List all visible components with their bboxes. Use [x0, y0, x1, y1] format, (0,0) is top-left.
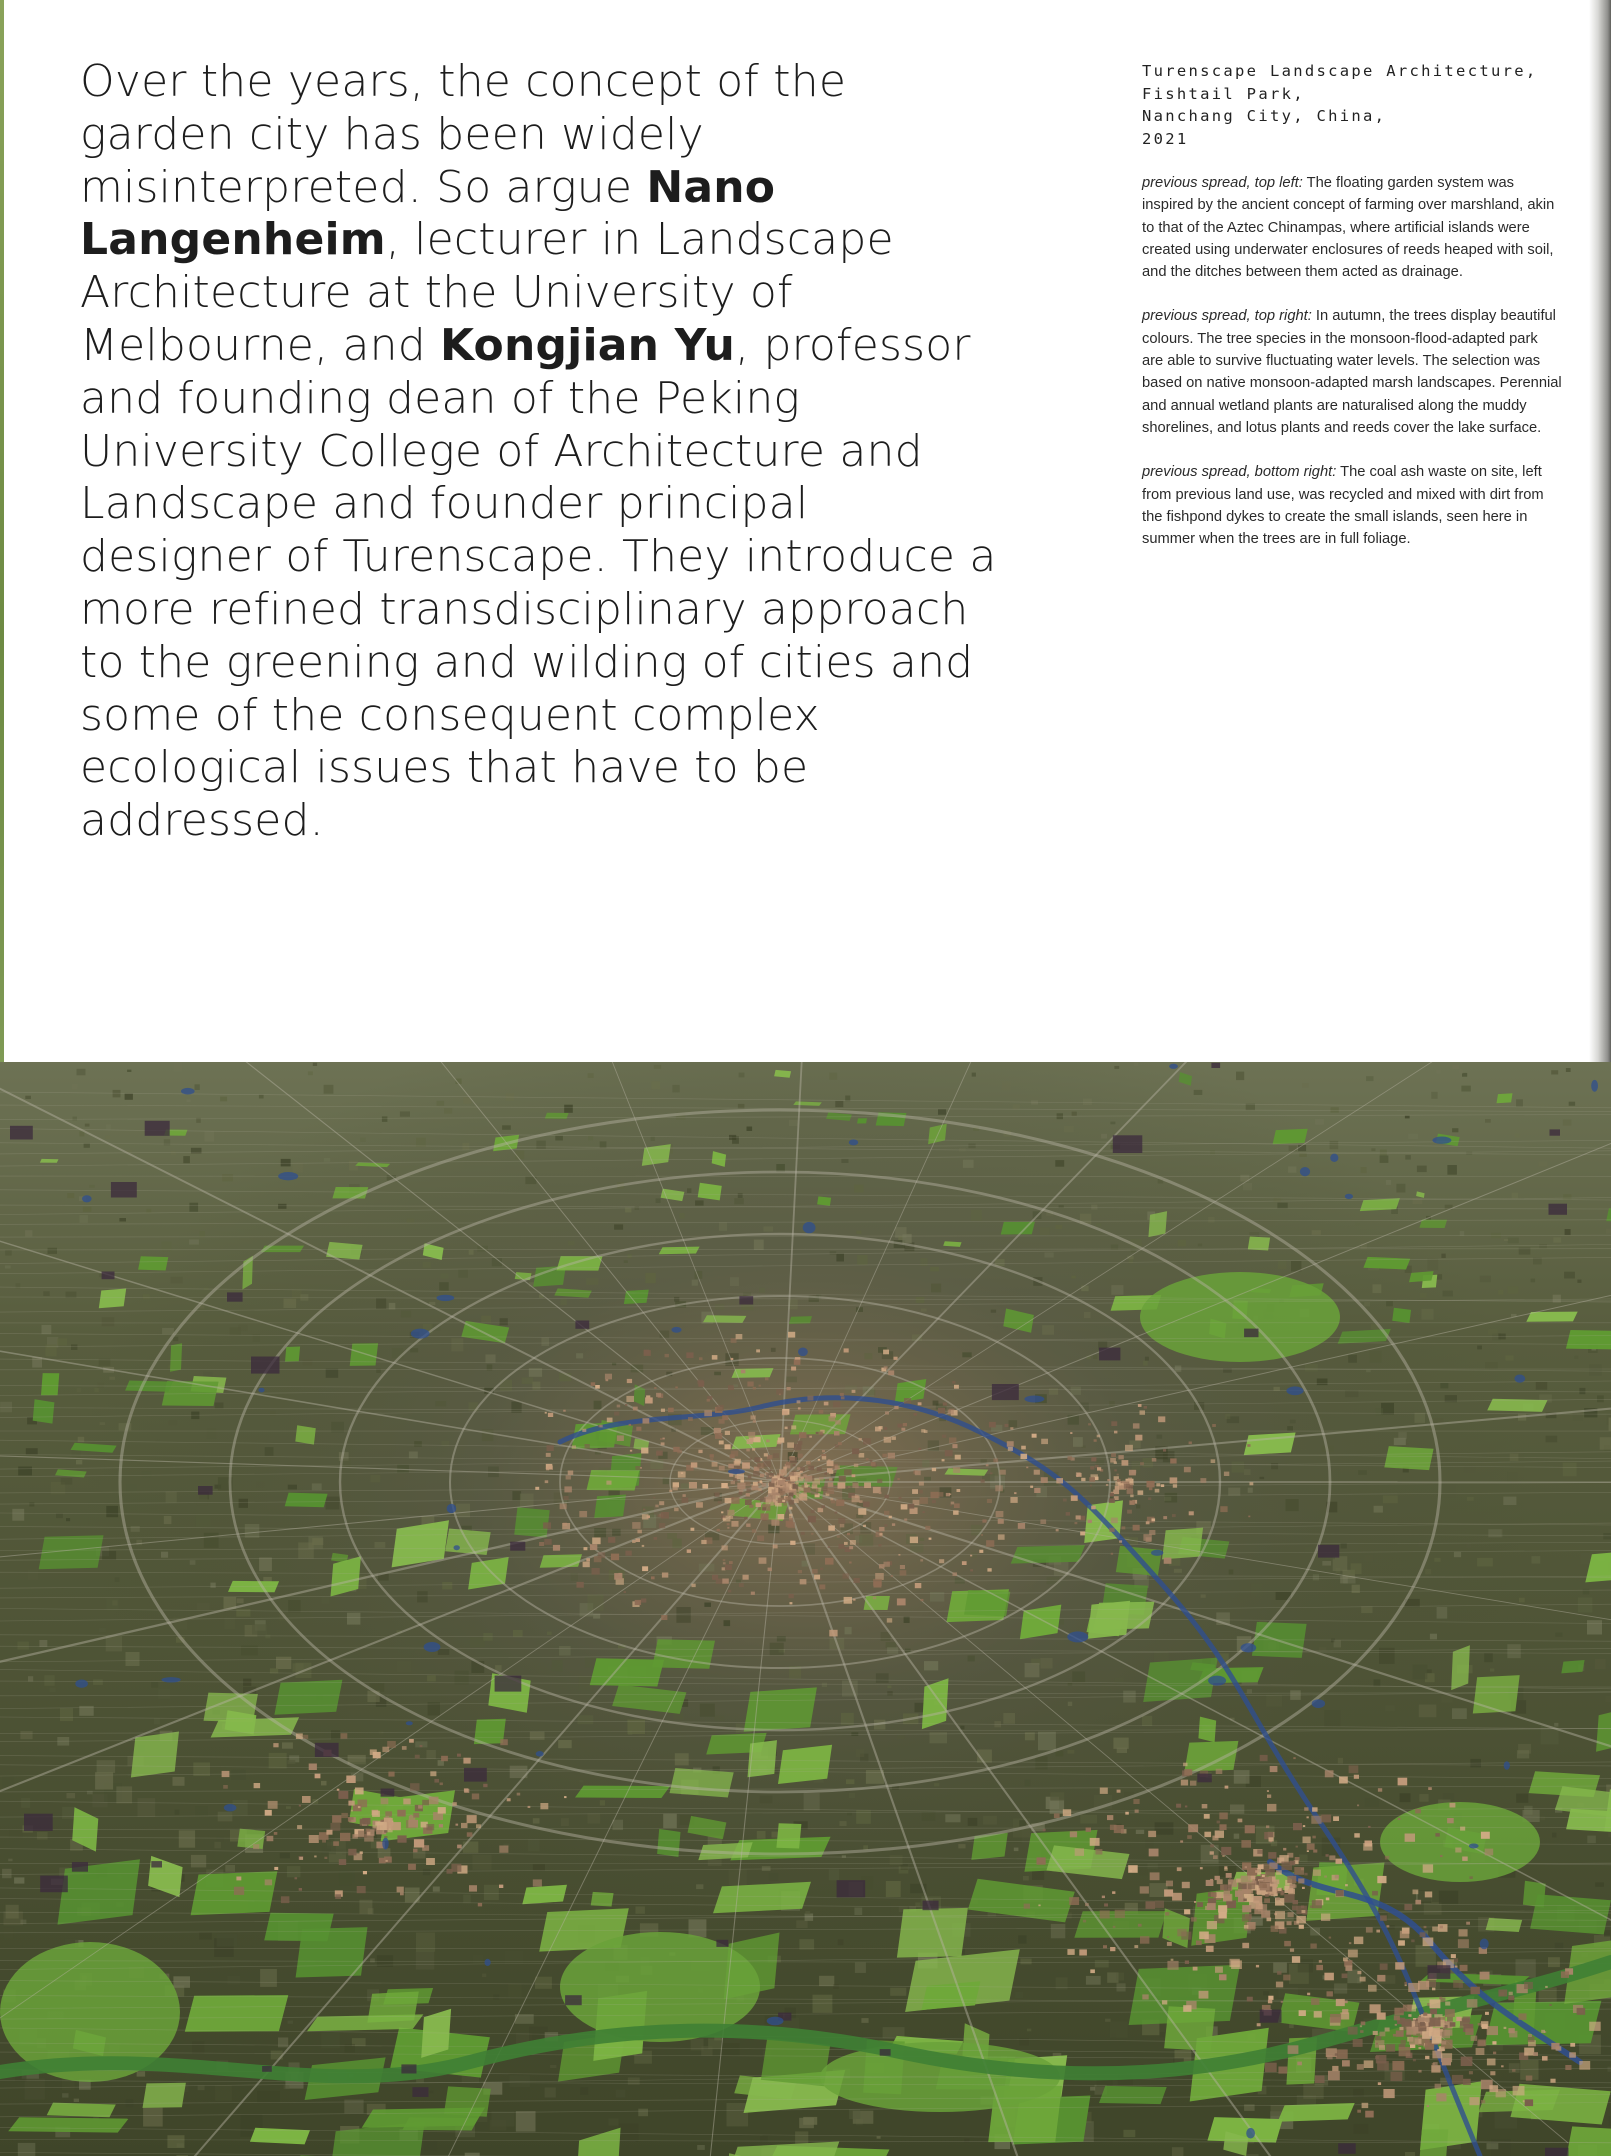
intro-paragraph — [80, 56, 1010, 848]
caption-body: The floating garden system was inspired by the ancient concept of farming over marshland, akin to that of the Aztec Chinampas, where artificial islands were created using underwater enclosures of reeds heaped with soil, and the ditches between them acted as drainage. — [1142, 175, 1555, 281]
caption-bottom-right — [1142, 461, 1562, 550]
author-name-1: Nano Langenheim — [80, 161, 776, 266]
page-edge-right — [1589, 0, 1611, 1065]
project-credit — [1142, 60, 1592, 150]
caption-body: In autumn, the trees display beautiful colours. The tree species in the monsoon-flood-adapted park are able to survive fluctuating water levels. The selection was based on native monsoon-adapted marsh landscapes. Perennial and annual wetland plants are naturalised along the muddy shorelines, and lotus plants and reeds cover the lake surface. — [1142, 308, 1562, 436]
caption-top-left — [1142, 172, 1562, 283]
intro-text-2: , lecturer in Landscape Architecture at the University of Melbourne, and — [80, 214, 894, 371]
caption-lead: previous spread, top right: — [1142, 308, 1312, 325]
image-captions — [1142, 172, 1562, 572]
intro-text-3: , professor and founding dean of the Peking University College of Architecture and Landscape and founder principal designer of Turenscape. They introduce a more refined transdisciplinary approach to the greening and wilding of cities and some of the consequent complex ecological issues that have to be addressed. — [80, 319, 997, 847]
credit-line-2: Fishtail Park, — [1142, 84, 1305, 103]
credit-line-3: Nanchang City, China, — [1142, 107, 1387, 125]
page-edge-left — [0, 0, 4, 1065]
aerial-city-image — [0, 1062, 1611, 2156]
credit-line-1: Turenscape Landscape Architecture, — [1142, 62, 1538, 80]
intro-text-1: Over the years, the concept of the garden city has been widely misinterpreted. So argue — [80, 56, 847, 213]
caption-top-right — [1142, 305, 1562, 439]
aerial-city-rendering — [0, 1062, 1611, 2156]
caption-body: The coal ash waste on site, left from previous land use, was recycled and mixed with dirt from the fishpond dykes to create the small islands, seen here in summer when the trees are in full foliage. — [1142, 464, 1544, 548]
caption-lead: previous spread, bottom right: — [1142, 464, 1337, 481]
caption-lead: previous spread, top left: — [1142, 175, 1303, 191]
author-name-2: Kongjian Yu — [440, 319, 736, 371]
credit-line-4: 2021 — [1142, 129, 1189, 148]
